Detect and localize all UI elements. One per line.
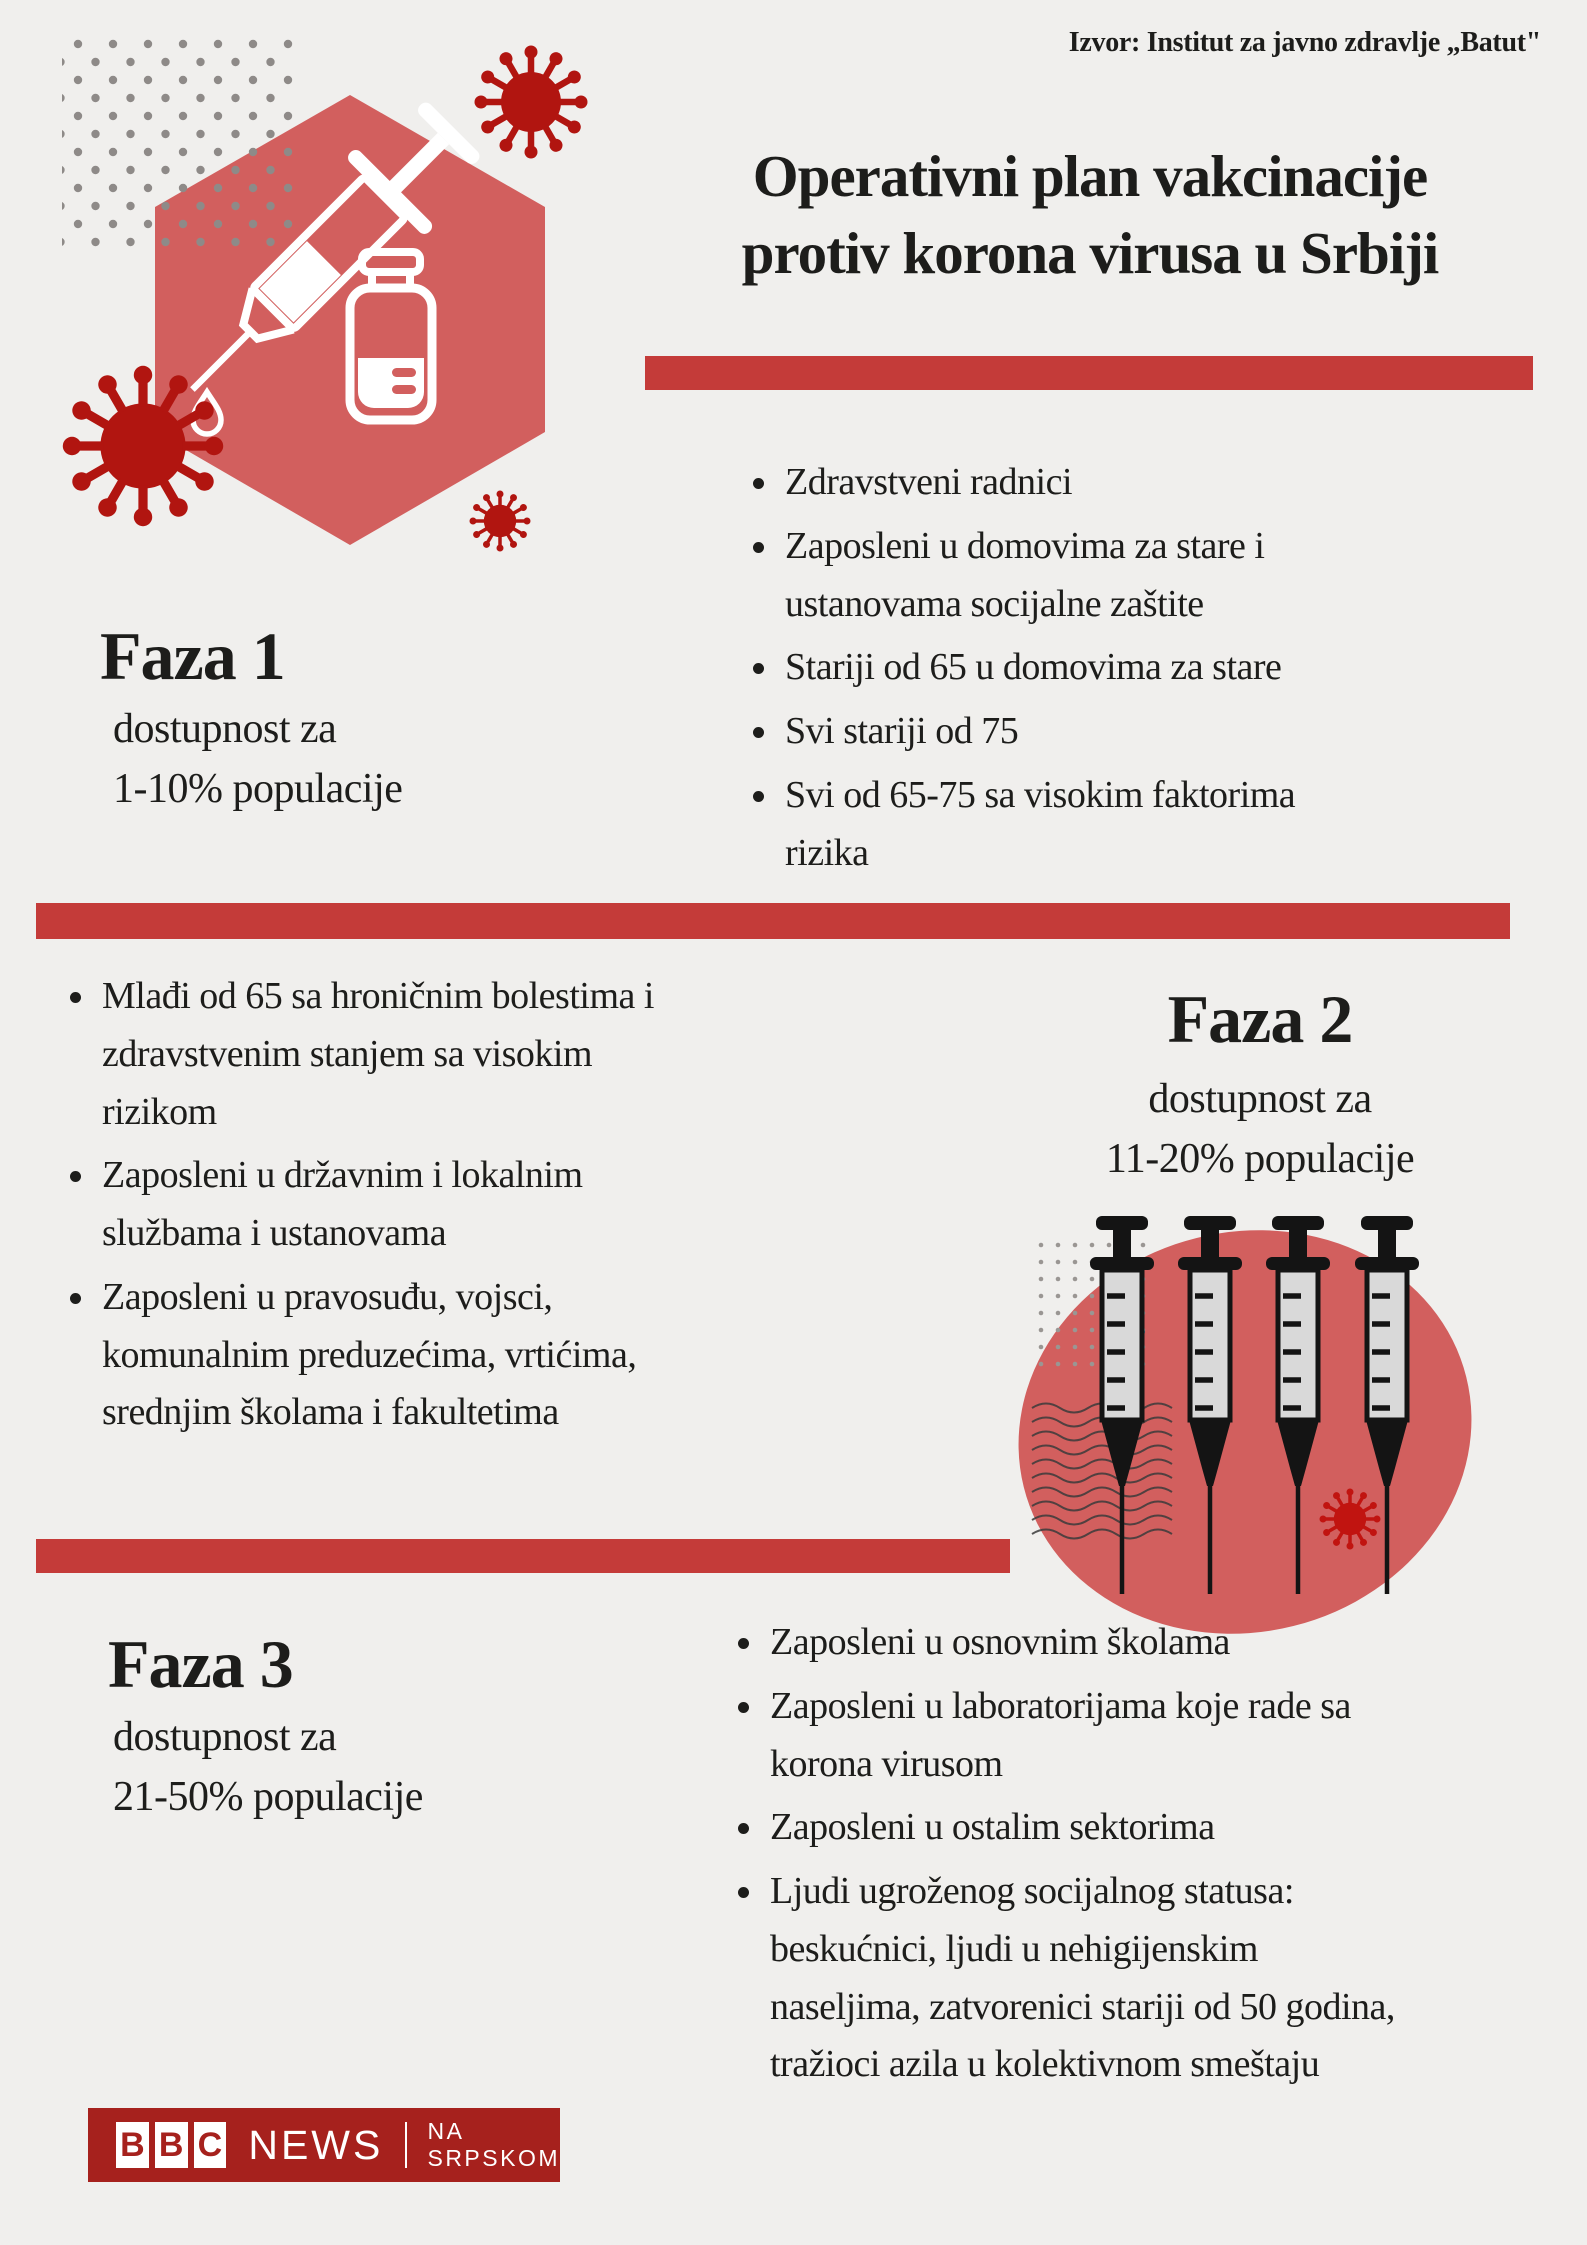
bbc-logo-block bbox=[155, 2122, 188, 2168]
phase-2-heading: Faza 2 bbox=[1167, 981, 1353, 1057]
hero-illustration bbox=[0, 0, 620, 620]
title-line-2: protiv korona virusa u Srbiji bbox=[741, 219, 1439, 286]
list-item: Zaposleni u državnim i lokalnim službama i ustanovama bbox=[62, 1147, 682, 1263]
infographic-title bbox=[615, 138, 1565, 291]
phase-1-subtitle-line-2: 1-10% populacije bbox=[113, 765, 403, 812]
section-divider-bar bbox=[36, 1539, 1010, 1573]
phase-2-list bbox=[62, 962, 682, 1448]
logo-separator bbox=[405, 2122, 407, 2168]
bbc-logo-letter: C bbox=[197, 2125, 223, 2164]
list-item: Zaposleni u domovima za stare i ustanovama socijalne zaštite bbox=[745, 518, 1385, 634]
bbc-logo-letter: B bbox=[120, 2125, 145, 2164]
list-item: Zaposleni u osnovnim školama bbox=[730, 1614, 1410, 1672]
phase-2-subtitle-line-2: 11-20% populacije bbox=[1105, 1135, 1415, 1182]
bbc-news-logo bbox=[88, 2108, 560, 2182]
section-divider-bar bbox=[36, 903, 1510, 939]
bbc-news-wordmark: NEWS bbox=[248, 2121, 384, 2168]
bbc-logo-block bbox=[116, 2122, 149, 2168]
list-item: Mlađi od 65 sa hroničnim bolestima i zdravstvenim stanjem sa visokim rizikom bbox=[62, 968, 682, 1141]
phase-3-heading: Faza 3 bbox=[108, 1626, 293, 1702]
bbc-logo-block bbox=[194, 2122, 227, 2168]
list-item: Stariji od 65 u domovima za stare bbox=[745, 639, 1385, 697]
virus-icon bbox=[469, 490, 530, 551]
source-attribution: Izvor: Institut za javno zdravlje „Batut" bbox=[1068, 27, 1541, 58]
dot-pattern bbox=[62, 38, 297, 253]
list-item: Svi stariji od 75 bbox=[745, 703, 1385, 761]
list-item: Zaposleni u ostalim sektorima bbox=[730, 1799, 1410, 1857]
syringes-illustration bbox=[1000, 1172, 1587, 1650]
phase-1-list bbox=[745, 448, 1385, 888]
phase-3-subtitle-line-2: 21-50% populacije bbox=[113, 1773, 423, 1820]
title-line-1: Operativni plan vakcinacije bbox=[752, 143, 1428, 209]
list-item: Svi od 65-75 sa visokim faktorima rizika bbox=[745, 767, 1385, 883]
virus-icon bbox=[475, 46, 588, 159]
bbc-logo-letter: B bbox=[158, 2125, 184, 2164]
list-item: Zaposleni u pravosuđu, vojsci, komunalnim preduzećima, vrtićima, srednjim školama i fakultetima bbox=[62, 1269, 682, 1442]
list-item: Ljudi ugroženog socijalnog statusa: beskućnici, ljudi u nehigijenskim naseljima, zatvorenici stariji od 50 godina, tražioci azila u kolektivnom smeštaju bbox=[730, 1863, 1410, 2094]
phase-3-subtitle-line-1: dostupnost za bbox=[113, 1714, 337, 1760]
phase-3-subtitle bbox=[113, 1708, 423, 1827]
list-item: Zdravstveni radnici bbox=[745, 454, 1385, 512]
phase-1-heading: Faza 1 bbox=[100, 618, 285, 694]
list-item: Zaposleni u laboratorijama koje rade sa korona virusom bbox=[730, 1678, 1410, 1794]
phase-2-subtitle-line-1: dostupnost za bbox=[1148, 1076, 1372, 1122]
title-underline-bar bbox=[645, 356, 1533, 390]
phase-1-subtitle bbox=[113, 700, 402, 819]
bbc-edition-label: NA SRPSKOM bbox=[427, 2118, 561, 2171]
phase-1-subtitle-line-1: dostupnost za bbox=[113, 706, 337, 752]
phase-3-list bbox=[730, 1608, 1410, 2100]
